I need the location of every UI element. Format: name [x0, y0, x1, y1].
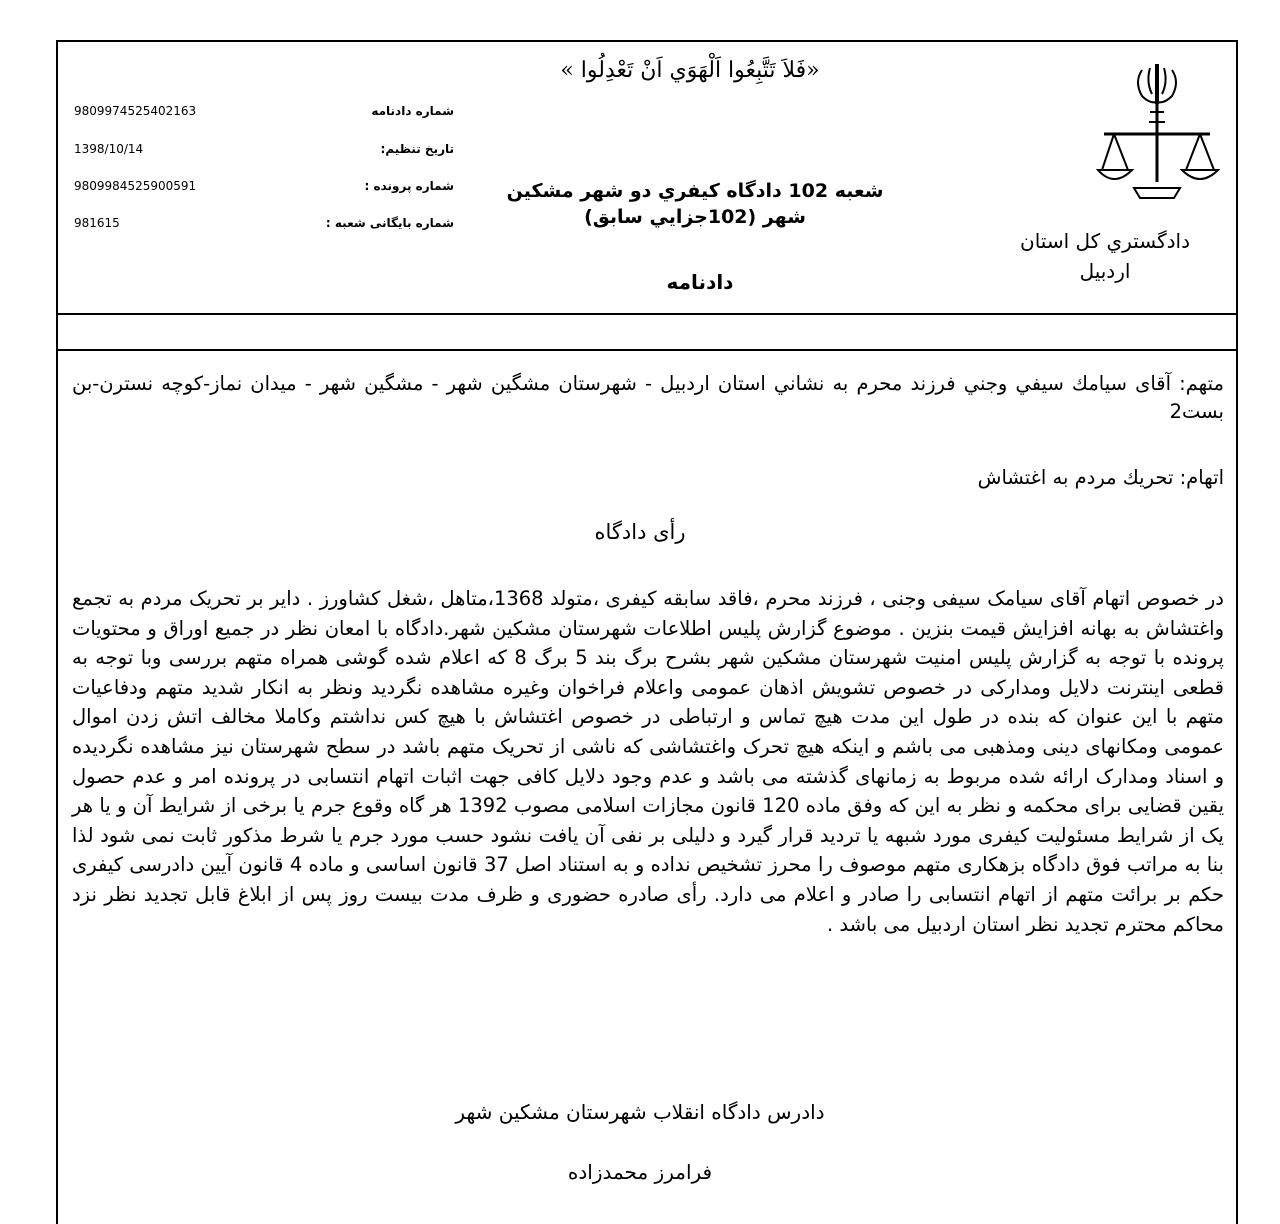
- meta-case-number: [74, 179, 454, 199]
- header-divider-bottom: [56, 349, 1238, 351]
- meta-issue-date: [74, 142, 454, 162]
- court-title-line: شعبه 102 دادگاه كيفري دو شهر مشكين: [506, 180, 884, 202]
- meta-label: شماره پرونده :: [364, 179, 454, 193]
- meta-label: شماره دادنامه: [371, 104, 454, 118]
- charge-info: اتهام: تحريك مردم به اغتشاش: [977, 466, 1224, 489]
- judge-name: فرامرز محمدزاده: [567, 1160, 713, 1184]
- meta-archive-number: [74, 216, 454, 236]
- accused-info: متهم: آقای سیامك سيفي وجني فرزند محرم به نشاني استان اردبيل - شهرستان مشگين شهر - مشگين شهر - ميدان نماز-كوچه نسترن-بن بست2: [72, 372, 1224, 423]
- meta-value: 9809974525402163: [74, 104, 197, 118]
- verdict-heading: رأی دادگاه: [594, 520, 686, 544]
- meta-label: شماره بایگانی شعبه :: [325, 216, 454, 230]
- judiciary-emblem-icon: [1094, 52, 1220, 202]
- department-line: اردبيل: [1079, 259, 1131, 283]
- meta-verdict-number: [74, 104, 454, 124]
- meta-label: تاریخ تنظیم:: [380, 142, 454, 156]
- meta-value: 1398/10/14: [74, 142, 144, 156]
- ruling-text: در خصوص اتهام آقای سیامک سیفی وجنی ، فرزند محرم ،فاقد سابقه کیفری ،متولد 1368،متاهل ،شغل کشاورز . دایر بر تحریک مردم به تجمع واغتشاش به بهانه افزایش قیمت بنزین . موضوع گزارش پلیس اطلاعات شهرستان مشکین شهر.دادگاه با امعان نظر در جمیع اوراق و محتویات پرونده با توجه به گزارش پلیس امنیت شهرستان مشکین شهر بشرح برگ بند 5 برگ 8 که اعلام شده گوشی همراه متهم بررسی وبا توجه به قطعی اینترنت دلایل ومدارکی در خصوص تشویش اذهان عمومی واعلام فراخوان وغیره مشاهده نگردید ونظر به انکار شدید متهم ودفاعیات متهم با این عنوان که بنده در طول این مدت هیچ تماس و ارتباطی در خصوص اغتشاش با هیچ کس نداشتم وکاملا مخالف اتش زدن اموال عمومی ومکانهای دینی ومذهبی می باشم و اینکه هیچ تحرک واغتشاشی که ناشی از تحریک متهم باشد در سطح شهرستان نیز مشاهده نگردیده و اسناد ومدارک ارائه شده مربوط به زمانهای گذشته می باشد و عدم وجود دلایل کافی جهت اثبات اتهام انتسابی در پرونده امر و عدم حصول یقین قضایی برای محکمه و نظر به این که وفق ماده 120 قانون مجازات اسلامی مصوب 1392 هر گاه وقوع جرم یا برخی از شرایط آن و یا هر یک از شرایط مسئولیت کیفری مورد شبهه یا تردید قرار گیرد و دلیلی بر نفی آن یافت نشود حسب مورد جرم یا شرط مذکور ثابت نمی شود لذا بنا به مراتب فوق دادگاه بزهکاری متهم موصوف را محرز تشخیص نداده و به استناد اصل 37 قانون اساسی و ماده 4 قانون آیین دادرسی کیفری حکم بر برائت متهم از اتهام انتسابی را صادر و اعلام می دارد. رأی صادره حضوری و ظرف مدت بیست روز پس از ابلاغ قابل تجدید نظر نزد محاکم محترم تجدید نظر استان اردبیل می باشد .: [72, 587, 1225, 936]
- department-name: [990, 226, 1220, 286]
- department-line: دادگستري كل استان: [1020, 229, 1190, 253]
- judge-title: دادرس دادگاه انقلاب شهرستان مشکین شهر: [455, 1100, 825, 1124]
- quran-verse: «فَلاَ تَتَّبِعُوا اَلْهَوَي اَنْ تَعْدِلُوا »: [560, 58, 820, 83]
- meta-value: 9809984525900591: [74, 179, 197, 193]
- header-divider-top: [56, 313, 1238, 315]
- court-title: [470, 178, 920, 230]
- court-title-line: شهر (102جزايي سابق): [584, 206, 806, 228]
- meta-value: 981615: [74, 216, 120, 230]
- document-type: دادنامه: [666, 270, 734, 294]
